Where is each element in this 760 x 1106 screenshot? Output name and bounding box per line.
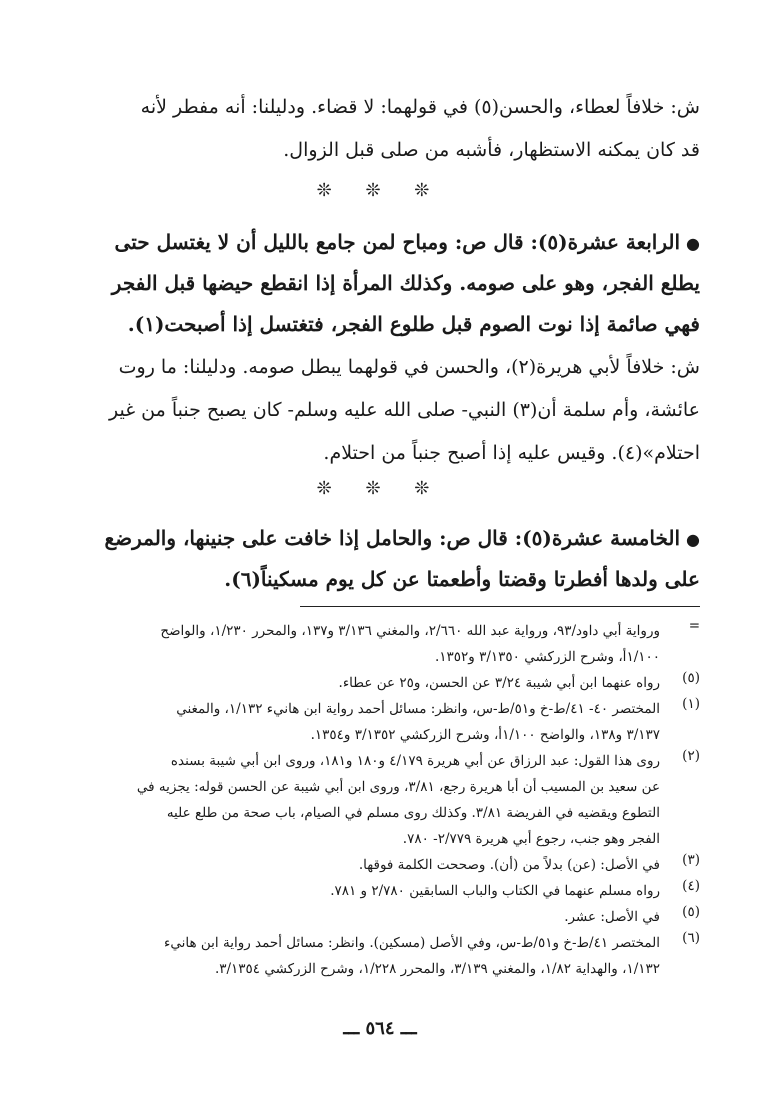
text-line: فهي صائمة إذا نوت الصوم قبل طلوع الفجر، فتغتسل إذا أصبحت(١). [127,312,700,336]
footnote [40,696,700,748]
text-line: احتلام»(٤). وقيس عليه إذا أصبح جنباً من احتلام. [323,442,700,464]
issue-heading-line: ●الرابعة عشرة(٥): قال ص: ومباح لمن جامع بالليل أن لا يغتسل حتى [114,230,700,254]
footnote-marker: (٤) [682,878,700,894]
footnote-line: ورواية أبي داود/٩٣، ورواية عبد الله ٢/٦٦٠، والمغني ٣/١٣٦ و١٣٧، والمحرر ١/٢٣٠، والواضح [160,623,660,639]
footnote-line: ٣/١٣٧ و١٣٨، والواضح ١/١٠٠أ، وشرح الزركشي ٣/١٣٥٢ و١٣٥٤. [310,727,660,743]
footnote-line: رواه مسلم عنهما في الكتاب والباب السابقين ٢/٧٨٠ و ٧٨١. [330,883,660,899]
footnote-marker: (١) [682,696,700,712]
footnote-line: المختصر ٤٠- ٤١/ط-خ و٥١/ط-س، وانظر: مسائل أحمد رواية ابن هانيء ١/١٣٢، والمغني [176,701,660,717]
footnote-line: رواه عنهما ابن أبي شيبة ٣/٢٤ عن الحسن، و٢٥ عن عطاء. [338,675,660,691]
section-separator: ❊ ❊ ❊ [316,180,444,201]
footnote [40,748,700,852]
text-line: قد كان يمكنه الاستظهار، فأشبه من صلى قبل الزوال. [283,139,700,161]
text-line: عائشة، وأم سلمة أن(٣) النبي- صلى الله عليه وسلم- كان يصبح جنباً من غير [108,399,700,421]
text-line: على ولدها أفطرتا وقضتا وأطعمتا عن كل يوم مسكيناً(٦). [224,567,700,591]
footnote-marker: (٢) [682,748,700,764]
footnote-line: الفجر وهو جنب، رجوع أبي هريرة ٢/٧٧٩- ٧٨٠. [402,831,660,847]
footnotes-section [40,618,700,982]
commentary-paragraph-1 [55,86,700,172]
footnote [40,930,700,982]
footnote-line: عن سعيد بن المسيب أن أبا هريرة رجع، ٣/٨١، وروى ابن أبي شيبة عن الحسن قوله: يجزيه في [136,779,660,795]
footnote-line: المختصر ٤١/ط-خ و٥١/ط-س، وفي الأصل (مسكين). وانظر: مسائل أحمد رواية ابن هانيء [164,935,660,951]
footnote-line: التطوع ويقضيه في الفريضة ٣/٨١. وكذلك روى مسلم في الصيام، باب صحة من طلع عليه [166,805,660,821]
footnote [40,904,700,930]
footnote-marker: (٥) [682,904,700,920]
footnote [40,618,700,670]
footnote-divider [300,606,700,607]
footnote-marker: = [688,618,700,634]
footnote [40,852,700,878]
issue-14-paragraph [55,222,700,345]
section-separator: ❊ ❊ ❊ [316,478,444,499]
footnote-line: في الأصل: (عن) بدلاً من (أن). وصححت الكلمة فوقها. [358,857,660,873]
footnote [40,670,700,696]
footnote-line: روى هذا القول: عبد الرزاق عن أبي هريرة ٤/١٧٩ و١٨٠ و١٨١، وروى ابن أبي شيبة بسنده [170,753,660,769]
page-number: ـــ ٥٦٤ ـــ [343,1018,417,1039]
footnote-line: ١/١٠٠أ، وشرح الزركشي ٣/١٣٥٠ و١٣٥٢. [434,649,660,665]
footnote [40,878,700,904]
bullet-icon: ● [686,530,700,549]
bullet-icon: ● [686,234,700,253]
footnote-marker: (٦) [682,930,700,946]
text-line: ش: خلافاً لأبي هريرة(٢)، والحسن في قولهما يبطل صومه. ودليلنا: ما روت [118,356,700,378]
footnote-line: ١/١٣٢، والهداية ١/٨٢، والمغني ٣/١٣٩، والمحرر ١/٢٢٨، وشرح الزركشي ٣/١٣٥٤. [214,961,660,977]
issue-15-paragraph [55,518,700,600]
footnote-marker: (٥) [682,670,700,686]
text-line: ش: خلافاً لعطاء، والحسن(٥) في قولهما: لا قضاء. ودليلنا: أنه مفطر لأنه [140,96,700,118]
footnote-marker: (٣) [682,852,700,868]
commentary-paragraph-2 [55,346,700,475]
issue-heading-line: ●الخامسة عشرة(٥): قال ص: والحامل إذا خافت على جنينها، والمرضع [104,526,700,550]
footnote-line: في الأصل: عشر. [564,909,660,925]
text-line: يطلع الفجر، وهو على صومه. وكذلك المرأة إذا انقطع حيضها قبل الفجر [111,271,700,295]
